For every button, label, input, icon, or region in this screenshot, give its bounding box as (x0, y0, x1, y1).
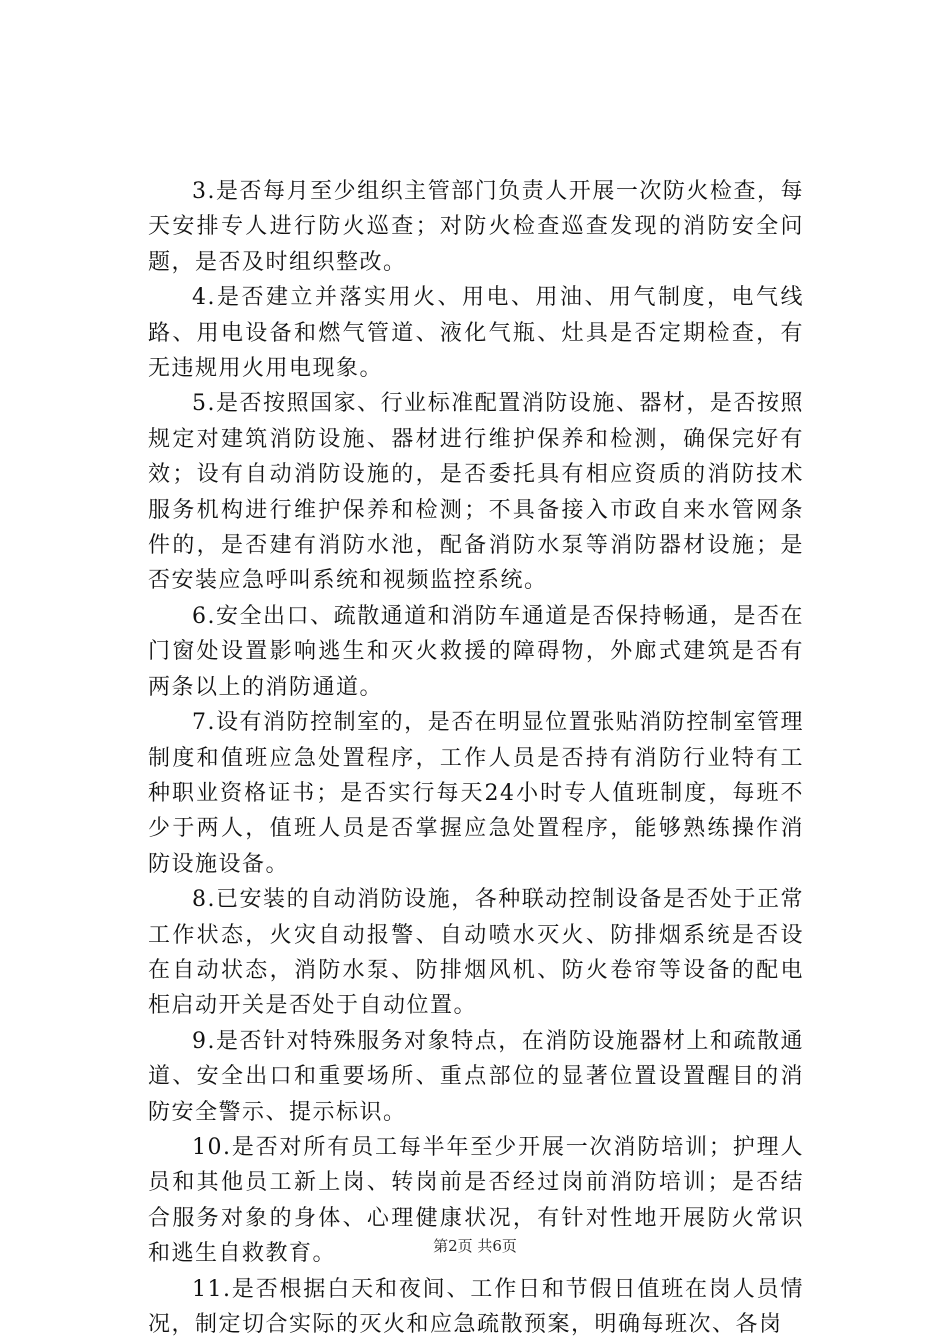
paragraph-item-10: 10.是否对所有员工每半年至少开展一次消防培训；护理人员和其他员工新上岗、转岗前是否经过岗前消防培训；是否结合服务对象的身体、心理健康状况，有针对性地开展防火常识和逃生自救教育。 (148, 1134, 804, 1267)
page-footer (0, 1236, 950, 1256)
paragraph-item-7: 7.设有消防控制室的，是否在明显位置张贴消防控制室管理制度和值班应急处置程序，工作人员是否持有消防行业特有工种职业资格证书；是否实行每天24小时专人值班制度，每班不少于两人，值班人员是否掌握应急处置程序，能够熟练操作消防设施设备。 (148, 710, 804, 877)
page-number: 第2页 (433, 1237, 473, 1255)
paragraph-item-6: 6.安全出口、疏散通道和消防车通道是否保持畅通，是否在门窗处设置影响逃生和灭火救援的障碍物，外廊式建筑是否有两条以上的消防通道。 (148, 603, 804, 700)
page-total: 共6页 (477, 1237, 517, 1255)
paragraph-item-5: 5.是否按照国家、行业标准配置消防设施、器材，是否按照规定对建筑消防设施、器材进行维护保养和检测，确保完好有效；设有自动消防设施的，是否委托具有相应资质的消防技术服务机构进行维护保养和检测；不具备接入市政自来水管网条件的，是否建有消防水池，配备消防水泵等消防器材设施；是否安装应急呼叫系统和视频监控系统。 (148, 391, 804, 594)
paragraph-item-8: 8.已安装的自动消防设施，各种联动控制设备是否处于正常工作状态，火灾自动报警、自动喷水灭火、防排烟系统是否设在自动状态，消防水泵、防排烟风机、防火卷帘等设备的配电柜启动开关是否处于自动位置。 (148, 887, 804, 1019)
paragraph-item-4: 4.是否建立并落实用火、用电、用油、用气制度，电气线路、用电设备和燃气管道、液化气瓶、灶具是否定期检查，有无违规用火用电现象。 (148, 285, 804, 382)
document-body (148, 174, 804, 1342)
paragraph-item-9: 9.是否针对特殊服务对象特点，在消防设施器材上和疏散通道、安全出口和重要场所、重点部位的显著位置设置醒目的消防安全警示、提示标识。 (148, 1028, 804, 1125)
paragraph-item-11: 11.是否根据白天和夜间、工作日和节假日值班在岗人员情况，制定切合实际的灭火和应急疏散预案，明确每班次、各岗 (148, 1276, 804, 1337)
paragraph-item-3: 3.是否每月至少组织主管部门负责人开展一次防火检查，每天安排专人进行防火巡查；对防火检查巡查发现的消防安全问题，是否及时组织整改。 (148, 179, 804, 275)
